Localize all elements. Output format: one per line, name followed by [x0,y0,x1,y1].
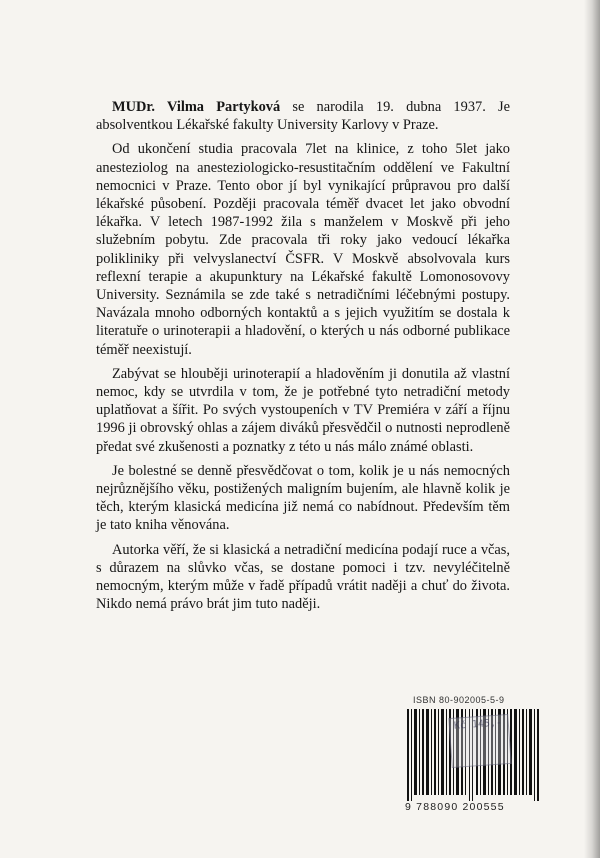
paragraph-dedication: Je bolestné se denně přesvědčovat o tom, kolik je u nás nemocných nejrůznějšího věku, postižených maligním bujením, ale hlavně kolik je těch, kterým klasická medicína již nemá co nabídnout. Především těm je tato kniha věnována. [96,462,510,534]
price-stamp: Kč 145,- [448,714,511,768]
page-edge-shadow [584,0,600,858]
paragraph-career: Od ukončení studia pracovala 7let na klinice, z toho 5let jako anesteziolog na anesteziologicko-resustitačním oddělení ve Fakultní nemocnici v Praze. Tento obor jí byl vynikající průpravou pro další lékařské působení. Později pracovala téměř dvacet let jako obvodní lékařka. V letech 1987-1992 žila s manželem v Moskvě při jeho služebním pobytu. Zde pracovala tři roky jako vedoucí lékařka polikliniky při velvyslanectví ČSFR. V Moskvě absolvovala kurs reflexní terapie a akupunktury na Lékařské fakultě Lomonosovovy University. Seznámila se zde také s netradičními léčebnými postupy. Navázala mnoho odborných kontaktů a s jejich využitím se dostala k literatuře o urinoterapii a hladovění, o kterých u nás odborné publikace téměř neexistují. [96,141,510,358]
paragraph-urinotherapy: Zabývat se hlouběji urinoterapií a hladověním ji donutila až vlastní nemoc, kdy se utvrdila v tom, že je potřebné tyto netradiční metody uplatňovat a šířit. Po svých vystoupeních v TV Premiéra v září a říjnu 1996 ji obrovský ohlas a zájem diváků přesvědčil o nutnosti neprodleně předat své zkušenosti a poznatky z této u nás málo známé oblasti. [96,365,510,455]
ean-number: 9 788090 200555 [405,801,505,813]
intro-text: se narodila 19. dubna 1937. Je absolventkou Lékařské fakulty University Karlovy v Praze. [96,99,510,134]
author-name: MUDr. Vilma Partyková [112,99,281,115]
author-biography [96,98,510,619]
paragraph-hope: Autorka věří, že si klasická a netradiční medicína podají ruce a včas, s důrazem na slůvko včas, se dostane pomoci i tzv. nevyléčitelně nemocným, kterým může v řadě případů vrátit naději a chuť do života. Nikdo nemá právo brát jim tuto naději. [96,541,510,613]
intro-paragraph [96,98,510,134]
isbn-number: ISBN 80-902005-5-9 [413,695,505,705]
